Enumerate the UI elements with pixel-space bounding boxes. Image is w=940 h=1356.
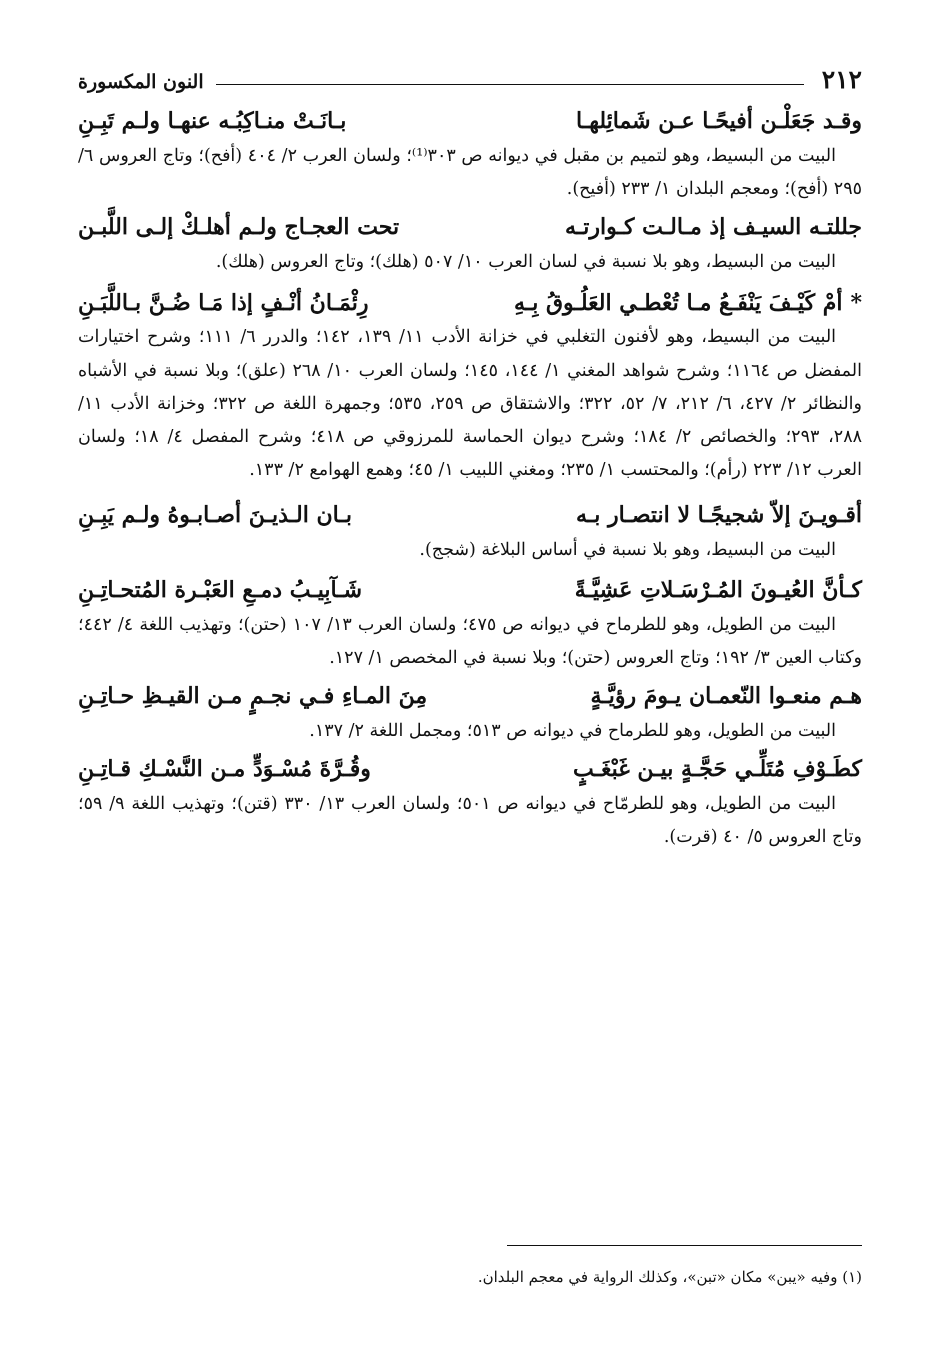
verse-line [78, 754, 862, 786]
poem-entry-3 [78, 288, 862, 488]
header-rule [216, 84, 804, 85]
verse-citation-note: البيت من البسيط، وهو بلا نسبة في أساس البلاغة (شجج). [419, 539, 836, 560]
verse-first-text: أمْ كَيْـفَ يَنْفَـعُ مـا تُعْطـي العَلُـوقُ بِـهِ [513, 289, 843, 316]
poem-entry-4 [78, 500, 862, 567]
footnote-rule [507, 1245, 862, 1246]
poem-entry-2 [78, 212, 862, 279]
verse-second-hemistich: رِئْمَـانُ أنْـفٍ إذا مَـا ضُـنَّ بـاللَّبَـنِ [78, 289, 369, 316]
verse-second-hemistich: بـانَـتْ منـاكِبُـه عنهـا ولـم تَبِـنِ [78, 108, 347, 134]
verse-first-hemistich: جللتـه السيـف إذ مـالـت كـوارتـه [565, 214, 862, 241]
poem-entry-7 [78, 754, 862, 854]
footnote: (١) وفيه «يبن» مكان «تبن»، وكذلك الرواية في معجم البلدان. [477, 1268, 862, 1286]
verse-citation-note: البيت من الطويل، وهو للطرماح في ديوانه ص ٥١٣؛ ومجمل اللغة ٢/ ١٣٧. [309, 721, 836, 742]
poem-entry-1 [78, 106, 862, 206]
verse-citation-note: البيت من الطويل، وهو للطرمّاح في ديوانه ص ٥٠١؛ ولسان العرب ١٣/ ٣٣٠ (قتن)؛ وتهذيب اللغة ٩/ ٥٩؛ وتاج العروس ٥/ ٤٠ (قرت). [78, 794, 862, 848]
verse-citation-note: البيت من الطويل، وهو للطرماح في ديوانه ص ٤٧٥؛ ولسان العرب ١٣/ ١٠٧ (حتن)؛ وتهذيب اللغة ٤/ ٤٤٢؛ وكتاب العين ٣/ ١٩٢؛ وتاج العروس (حتن)؛ وبلا نسبة في المخصص ١/ ١٢٧. [78, 614, 862, 668]
verse-second-hemistich: شَـآبِيـبُ دمـعِ العَبْـرة المُتحـاتِـنِ [78, 576, 363, 603]
verse-line [78, 288, 862, 320]
verse-second-hemistich: مِنَ المـاءِ فـي نجـمٍ مـن القيـظِ حـاتِـنِ [78, 683, 428, 710]
verse-first-hemistich: أقـويـنَ إلاّ شجيجًـا لا انتصـار بـه [576, 501, 862, 528]
verse-second-hemistich: تحت العجـاج ولـم أهلـكْ إلـى اللَّبـن [78, 214, 400, 241]
page-number: ٢١٢ [821, 65, 862, 94]
verse-second-hemistich: بـان الـذيـنَ أصـابـوهُ ولـم يَبِـنِ [78, 501, 352, 528]
verse-citation-note: البيت من البسيط، وهو بلا نسبة في لسان العرب ١٠/ ٥٠٧ (هلك)؛ وتاج العروس (هلك). [215, 252, 836, 273]
verse-first-hemistich [514, 288, 862, 320]
verse-line [78, 681, 862, 713]
running-header [78, 56, 862, 92]
verse-line [78, 575, 862, 607]
verse-first-hemistich: كطَـوْفِ مُتَلِّـي حَجَّـةٍ بيـن غَبْغَـبٍ [572, 756, 862, 783]
verse-line [78, 106, 862, 138]
star-marker: * [850, 289, 862, 316]
book-page [78, 56, 862, 855]
verse-line [78, 500, 862, 532]
verse-first-hemistich: كـأنَّ العُيـونَ المُـرْسَـلاتِ عَشِيَّـةً [574, 576, 862, 603]
poem-entry-5 [78, 575, 862, 675]
verse-citation-note: البيت من البسيط، وهو لتميم بن مقبل في ديوانه ص ٣٠٣⁽¹⁾؛ ولسان العرب ٢/ ٤٠٤ (أفح)؛ وتاج العروس ٦/ ٢٩٥ (أفح)؛ ومعجم البلدان ١/ ٢٣٣ (أفيح). [78, 145, 862, 200]
verse-first-hemistich: هـم منعـوا النّعمـان يـومَ رؤيَّـةٍ [590, 683, 862, 710]
poem-entry-6 [78, 681, 862, 748]
verse-second-hemistich: وقُـرَّةَ مُسْـوَدٍّ مـن النَّسْـكِ قـاتِـنِ [78, 756, 371, 783]
verse-first-hemistich: وقـد جَعَلْـن أفيحًـا عـن شَمائِلهـا [576, 108, 862, 134]
verse-citation-note: البيت من البسيط، وهو لأفنون التغلبي في خزانة الأدب ١١/ ١٣٩، ١٤٢؛ والدرر ٦/ ١١١؛ وشرح اختيارات المفضل ص ١١٦٤؛ وشرح شواهد المغني ١/ ١٤٤، ١٤٥؛ ولسان العرب ١٠/ ٢٦٨ (علق)؛ وبلا نسبة في الأشباه والنظائر ٢/ ٤٢٧، ٦/ ٢١٢، ٧/ ٥٢، ٣٢٢؛ والاشتقاق ص ٢٥٩، ٥٣٥؛ وجمهرة اللغة ص ٣٢٢؛ وخزانة الأدب ١١/ ٢٨٨، ٢٩٣؛ والخصائص ٢/ ١٨٤؛ وشرح ديوان الحماسة للمرزوقي ص ٤١٨؛ وشرح المفصل ٤/ ١٨؛ ولسان العرب ١٢/ ٢٢٣ (رأم)؛ والمحتسب ١/ ٢٣٥؛ ومغني اللبيب ١/ ٤٥؛ وهمع الهوامع ٢/ ١٣٣. [78, 327, 862, 481]
verse-line [78, 212, 862, 244]
chapter-title: النون المكسورة [78, 71, 204, 93]
